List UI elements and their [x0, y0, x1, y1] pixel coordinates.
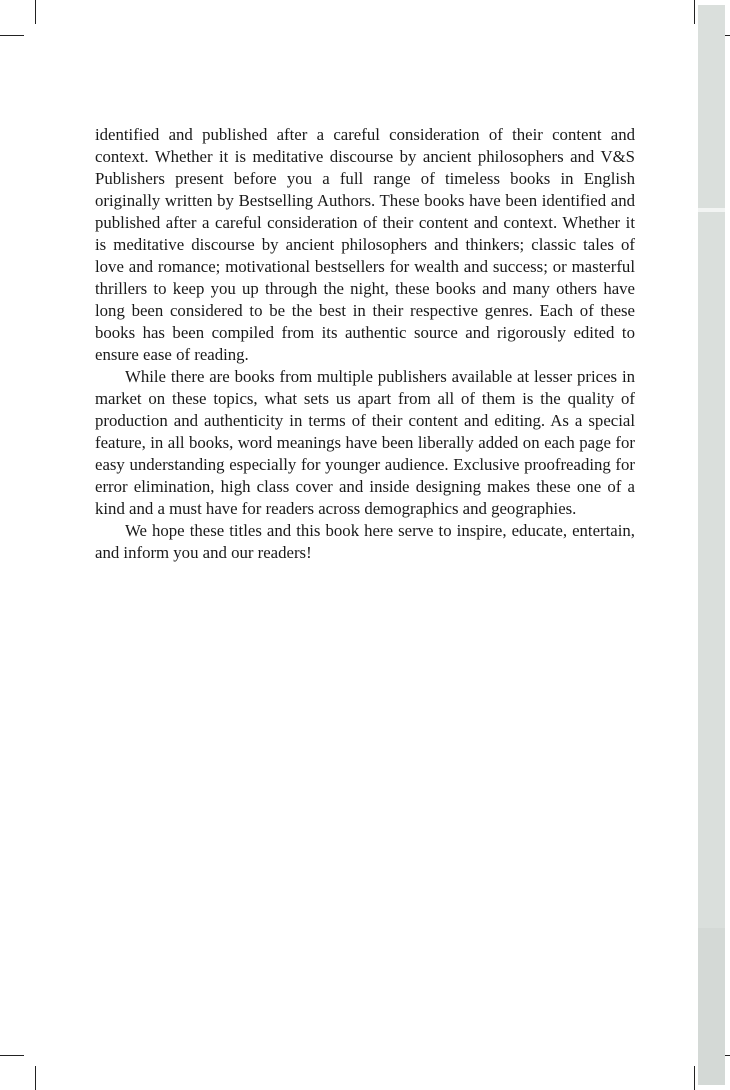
crop-mark-top-left-horizontal — [0, 35, 24, 36]
crop-mark-bottom-right-vertical — [694, 1066, 695, 1090]
crop-mark-bottom-left-vertical — [35, 1066, 36, 1090]
paragraph-3: We hope these titles and this book here serve to inspire, educate, entertain, and inform you and our readers! — [95, 521, 635, 562]
page-edge-strip-bottom — [698, 928, 725, 1085]
crop-mark-bottom-left-horizontal — [0, 1055, 24, 1056]
paragraph-1: identified and published after a careful consideration of their content and context. Whether it is meditative discourse by ancient philosophers and V&S Publishers present before you a full range of timeless books in English originally written by Bestselling Authors. These books have been identified and published after a careful consideration of their content and context. Whether it is meditative discourse by ancient philosophers and thinkers; classic tales of love and romance; motivational bestsellers for wealth and success; or masterful thrillers to keep you up through the night, these books and many others have long been considered to be the best in their respective genres. Each of these books has been compiled from its authentic source and rigorously edited to ensure ease of reading. — [95, 125, 635, 364]
crop-mark-top-left-vertical — [35, 0, 36, 24]
page-body-text — [95, 124, 635, 564]
page-edge-strip-top — [698, 5, 725, 208]
paragraph-2: While there are books from multiple publishers available at lesser prices in market on these topics, what sets us apart from all of them is the quality of production and authenticity in terms of their content and editing. As a special feature, in all books, word meanings have been liberally added on each page for easy understanding especially for younger audience. Exclusive proofreading for error elimination, high class cover and inside designing makes these one of a kind and a must have for readers across demographics and geographies. — [95, 367, 635, 518]
page-edge-strip-middle — [698, 212, 725, 928]
crop-mark-top-right-vertical — [694, 0, 695, 24]
